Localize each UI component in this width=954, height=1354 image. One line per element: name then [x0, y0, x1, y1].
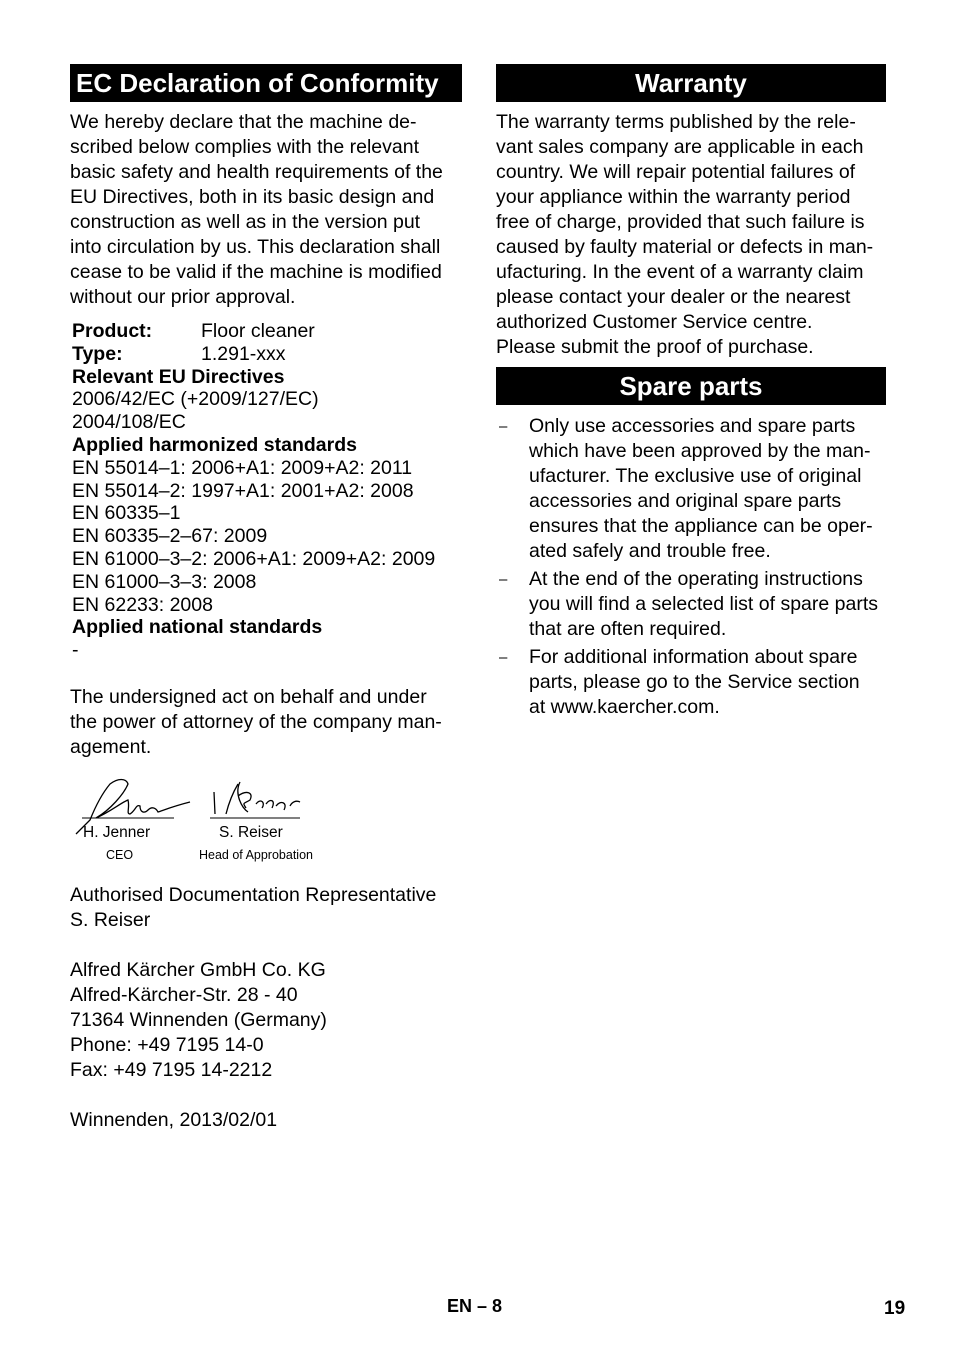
signatory2-title: Head of Approbation — [199, 847, 313, 862]
place-date: Winnenden, 2013/02/01 — [70, 1108, 278, 1131]
ec-declaration-section — [70, 64, 462, 1133]
type-row — [72, 343, 462, 366]
signature-block — [70, 772, 462, 872]
list-item: – At the end of the operating instructions you will find a selected list of spare parts that are often required. — [499, 568, 879, 640]
signatory1-title: CEO — [106, 847, 134, 862]
standard-item: EN 60335–1 — [72, 502, 181, 525]
type-value: 1.291-xxx — [201, 342, 286, 365]
directive-item: 2004/108/EC — [72, 411, 186, 434]
signatory2-name: S. Reiser — [219, 823, 283, 841]
product-row — [72, 320, 462, 343]
harmonized-standards-heading: Applied harmonized standards — [72, 433, 357, 456]
product-spec-block — [70, 320, 462, 662]
warranty-heading: Warranty — [496, 64, 886, 102]
list-item: – For additional information about spare parts, please go to the Service section at www.kaercher.com. — [499, 646, 860, 718]
standard-item: EN 61000–3–2: 2006+A1: 2009+A2: 2009 — [72, 547, 436, 570]
standard-item: EN 61000–3–3: 2008 — [72, 570, 257, 593]
ec-declaration-heading: EC Declaration of Conformity — [70, 64, 462, 102]
product-label: Product: — [72, 320, 153, 342]
representative-text: Authorised Documentation Representative S. Reiser — [70, 883, 437, 931]
spare-parts-heading: Spare parts — [496, 367, 886, 405]
standard-item: EN 60335–2–67: 2009 — [72, 525, 268, 548]
warranty-text: The warranty terms published by the rele- vant sales company are applicable in each country. We will repair potential failures of your appliance within the warranty period free of charge, provided that such failure is caused by faulty material or defects in man- ufacturing. In the event of a warranty claim please contact your dealer or the nearest authorized Customer Service centre. Please submit the proof of purchase. — [496, 111, 874, 358]
national-standards-heading: Applied national standards — [72, 616, 323, 639]
product-value: Floor cleaner — [201, 320, 315, 342]
national-standards-value: - — [72, 639, 79, 662]
undersigned-text: The undersigned act on behalf and under the power of attorney of the company man- agement. — [70, 685, 442, 758]
standard-item: EN 55014–2: 1997+A1: 2001+A2: 2008 — [72, 479, 414, 502]
directive-item: 2006/42/EC (+2009/127/EC) — [72, 388, 319, 411]
spare-parts-list — [496, 414, 886, 720]
footer-page-number: 19 — [884, 1298, 906, 1319]
standard-item: EN 55014–1: 2006+A1: 2009+A2: 2011 — [72, 456, 413, 479]
type-label: Type: — [72, 342, 123, 365]
company-address: Alfred Kärcher GmbH Co. KG Alfred-Kärcher-Str. 28 - 40 71364 Winnenden (Germany) Phone: +49 7195 14-0 Fax: +49 7195 14-2212 — [70, 958, 327, 1081]
directives-heading: Relevant EU Directives — [72, 365, 285, 388]
footer-language-page: EN – 8 — [447, 1296, 503, 1316]
standard-item: EN 62233: 2008 — [72, 593, 213, 616]
list-item: – Only use accessories and spare parts which have been approved by the man- ufacturer. The exclusive use of original accessories and original spare parts ensures that the appliance can be oper- ated safely and trouble free. — [499, 415, 873, 562]
signatory1-name: H. Jenner — [83, 823, 151, 841]
ec-intro-text: We hereby declare that the machine de- scribed below complies with the relevant basic safety and health requirements of the EU Directives, both in its basic design and construction as well as in the version put into circulation by us. This declaration shall cease to be valid if the machine is modified without our prior approval. — [70, 111, 443, 308]
right-column — [496, 64, 886, 723]
